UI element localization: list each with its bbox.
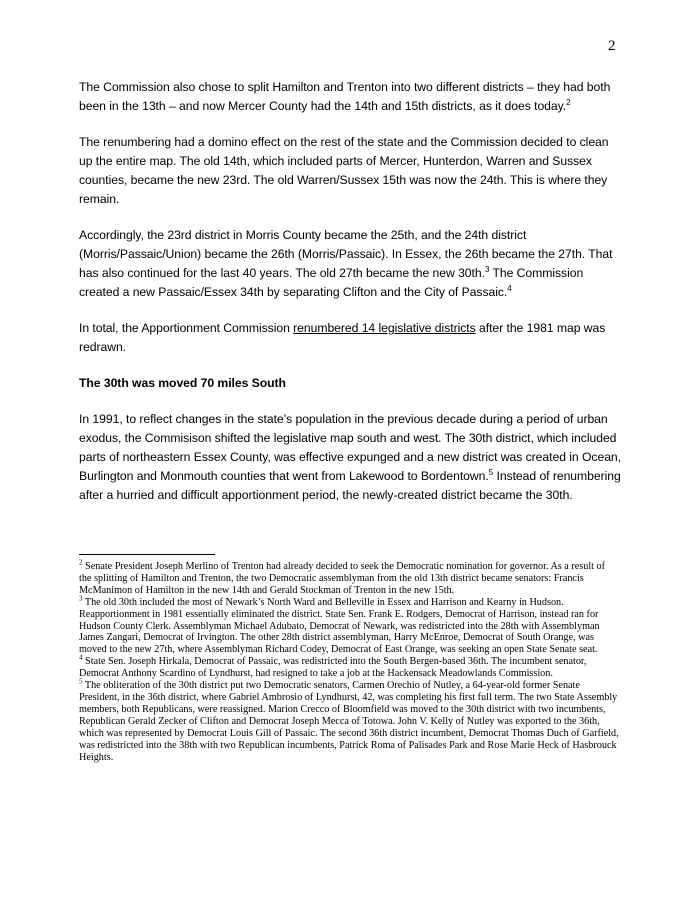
section-heading: The 30th was moved 70 miles South — [79, 376, 286, 390]
page-number: 2 — [608, 38, 616, 54]
paragraph-4-text-before: In total, the Apportionment Commission — [79, 321, 294, 335]
footnote-number: 2 — [79, 558, 83, 567]
paragraph-4 — [79, 319, 624, 357]
paragraph-3-text-b: The Commission created a new Passaic/Essex 34th by separating Clifton and the City of Passaic. — [79, 266, 584, 299]
footnote-ref-3[interactable]: 3 — [484, 264, 490, 274]
paragraph-1 — [79, 78, 624, 116]
paragraph-3-text-a: Accordingly, the 23rd district in Morris County became the 25th, and the 24th district (Morris/Passaic/Union) became the 26th (Morris/Passaic). In Essex, the 26th became the 27th. That has also continued for the last 40 years. The old 27th became the new 30th. — [79, 228, 613, 280]
footnote-text: State Sen. Joseph Hirkala, Democrat of Passaic, was redistricted into the South Bergen-based 36th. The incumbent senator, Democrat Anthony Scardino of Lyndhurst, had resigned to take a job at the Hackensack Meadowlands Commission. — [79, 656, 587, 680]
footnote-divider — [79, 554, 215, 555]
footnote-text: Senate President Joseph Merlino of Trenton had already decided to seek the Democratic nomination for governor. As a result of the splitting of Hamilton and Trenton, the two Democratic assemblyman from the old 13th district became senators: Francis McManimon of Hamilton in the new 14th and Gerald Stockman of Trenton in the new 15th. — [79, 561, 606, 596]
paragraph-5-text: In 1991, to reflect changes in the state’s population in the previous decade during a period of urban exodus, the Commisison shifted the legislative map south and west. The 30th district, which included parts of northeastern Essex County, was effective expunged and a new district was created in Ocean, Burlington and Monmouth counties that went from Lakewood to Bordentown. — [79, 412, 621, 483]
footnote-number: 4 — [79, 653, 83, 662]
footnote-number: 5 — [79, 677, 83, 686]
paragraph-5-text-after: Instead of renumbering after a hurried and difficult apportionment period, the newly-created district became the 30th. — [79, 469, 621, 502]
footnote-text: The old 30th included the most of Newark’s North Ward and Belleville in Essex and Harrison and Kearny in Hudson. Reapportionment in 1981 essentially eliminated the district. State Sen. Frank E. Rodgers, Democrat of Harrison, instead ran for Hudson County Clerk. Assemblyman Michael Adubato, Democrat of Newark, was redistricted into the 28th with Assemblyman James Zangari, Democrat of Irvington. The other 28th district assemblyman, Harry McEnroe, Democrat of South Orange, was moved to the new 27th, where Assemblyman Richard Codey, Democrat of East Orange, was seeking an open State Senate seat. — [79, 596, 600, 656]
paragraph-5 — [79, 410, 624, 505]
footnote-3 — [79, 594, 619, 657]
footnote-4 — [79, 653, 619, 680]
footnotes — [79, 558, 619, 763]
footnote-5 — [79, 677, 619, 763]
footnote-ref-5[interactable]: 5 — [488, 467, 494, 477]
footnote-ref-2[interactable]: 2 — [566, 97, 571, 107]
paragraph-2 — [79, 133, 624, 209]
footnote-text: The obliteration of the 30th district put two Democratic senators, Carmen Orechio of Nutley, a 64-year-old former Senate President, in the 36th district, where Gabriel Ambrosio of Lyndhurst, 42, was completing his first full term. The two State Assembly members, both Republicans, were reassigned. Marion Crecco of Bloomfield was moved to the 30th district with two incumbents, Republican Gerald Zecker of Clifton and Democrat Joseph Mecca of Totowa. John V. Kelly of Nutley was exported to the 36th, which was represented by Democrat Louis Gill of Passaic. The second 36th district incumbent, Democrat Thomas Duch of Garfield, was redistricted into the 38th with two Republican incumbents, Patrick Roma of Palisades Park and Rose Marie Heck of Hasbrouck Heights. — [79, 680, 619, 763]
paragraph-1-text: The Commission also chose to split Hamilton and Trenton into two different districts – they had both been in the 13th – and now Mercer County had the 14th and 15th districts, as it does today. — [79, 80, 611, 113]
footnote-number: 3 — [79, 594, 83, 603]
footnote-2 — [79, 558, 619, 597]
paragraph-3 — [79, 226, 624, 302]
footnote-ref-4[interactable]: 4 — [507, 283, 512, 293]
body-text — [79, 78, 624, 522]
renumbered-districts-link[interactable]: renumbered 14 legislative districts — [293, 321, 476, 335]
paragraph-2-text: The renumbering had a domino effect on the rest of the state and the Commission decided to clean up the entire map. The old 14th, which included parts of Mercer, Hunterdon, Warren and Sussex counties, became the new 23rd. The old Warren/Sussex 15th was now the 24th. This is where they remain. — [79, 135, 609, 206]
paragraph-4-text-after: after the 1981 map was redrawn. — [79, 321, 606, 354]
